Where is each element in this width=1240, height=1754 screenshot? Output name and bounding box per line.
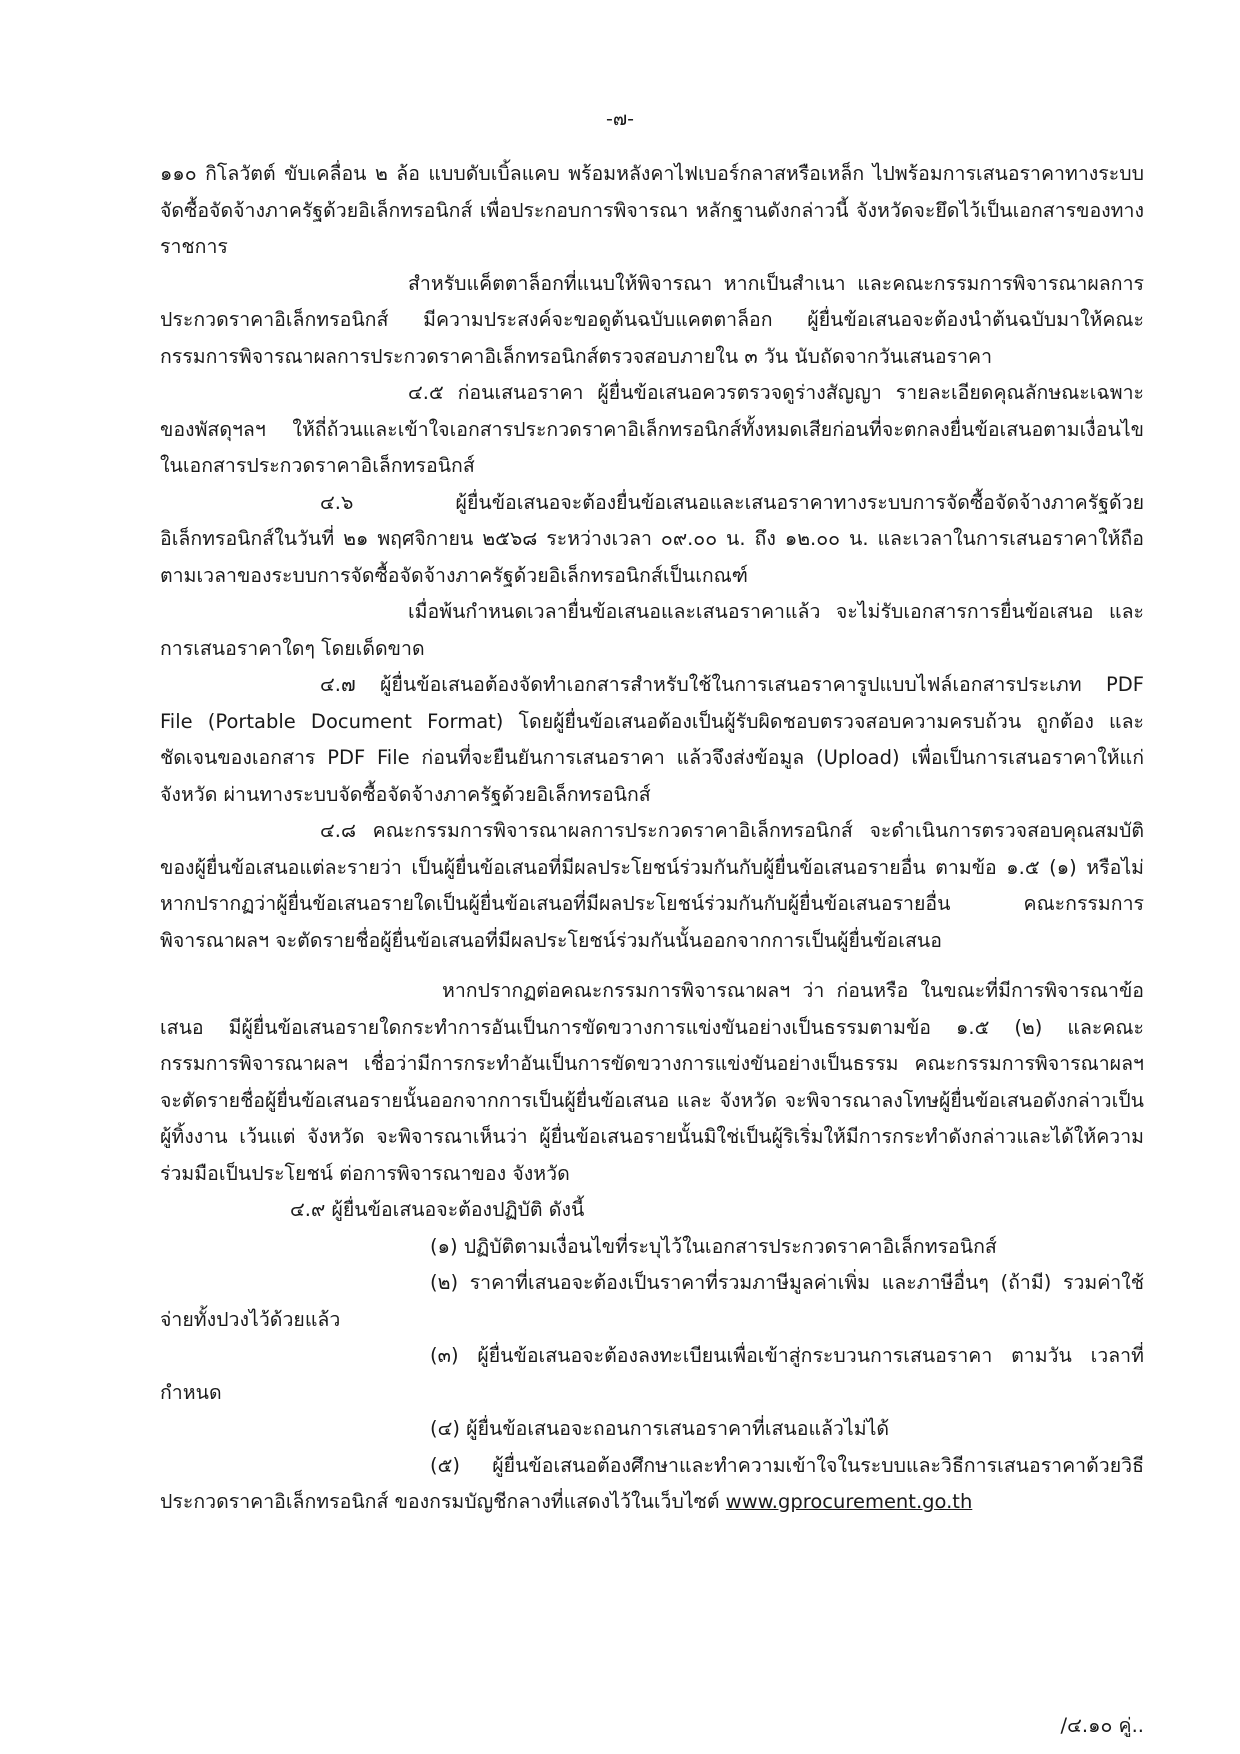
paragraph-4-6: ๔.๖ ผู้ยื่นข้อเสนอจะต้องยื่นข้อเสนอและเสนอราคาทางระบบการจัดซื้อจัดจ้างภาครัฐด้วยอิเล็กทรอนิกส์ในวันที่ ๒๑ พฤศจิกายน ๒๕๖๘ ระหว่างเวลา ๐๙.๐๐ น. ถึง ๑๒.๐๐ น. และเวลาในการเสนอราคาให้ถือตามเวลาของระบบการจัดซื้อจัดจ้างภาครัฐด้วยอิเล็กทรอนิกส์เป็นเกณฑ์ [160,490,1144,587]
paragraph-catalog: สำหรับแค็ตตาล็อกที่แนบให้พิจารณา หากเป็นสำเนา และคณะกรรมการพิจารณาผลการประกวดราคาอิเล็กทรอนิกส์ มีความประสงค์จะขอดูต้นฉบับแคตตาล็อก ผู้ยื่นข้อเสนอจะต้องนำต้นฉบับมาให้คณะกรรมการพิจารณาผลการประกวดราคาอิเล็กทรอนิกส์ตรวจสอบภายใน ๓ วัน นับถัดจากวันเสนอราคา [160,271,1144,368]
list-item-4: (๔) ผู้ยื่นข้อเสนอจะถอนการเสนอราคาที่เสนอแล้วไม่ได้ [430,1417,890,1440]
paragraph-vehicle-spec: ๑๑๐ กิโลวัตต์ ขับเคลื่อน ๒ ล้อ แบบดับเบิ้ลแคบ พร้อมหลังคาไฟเบอร์กลาสหรือเหล็ก ไปพร้อมการเสนอราคาทางระบบจัดซื้อจัดจ้างภาครัฐด้วยอิเล็กทรอนิกส์ เพื่อประกอบการพิจารณา หลักฐานดังกล่าวนี้ จังหวัดจะยึดไว้เป็นเอกสารของทางราชการ [160,162,1144,258]
paragraph-obstruction: หากปรากฏต่อคณะกรรมการพิจารณาผลฯ ว่า ก่อนหรือ ในขณะที่มีการพิจารณาข้อเสนอ มีผู้ยื่นข้อเสนอรายใดกระทำการอันเป็นการขัดขวางการแข่งขันอย่างเป็นธรรมตามข้อ ๑.๕ (๒) และคณะกรรมการพิจารณาผลฯ เชื่อว่ามีการกระทำอันเป็นการขัดขวางการแข่งขันอย่างเป็นธรรม คณะกรรมการพิจารณาผลฯ จะตัดรายชื่อผู้ยื่นข้อเสนอรายนั้นออกจากการเป็นผู้ยื่นข้อเสนอ และ จังหวัด จะพิจารณาลงโทษผู้ยื่นข้อเสนอดังกล่าวเป็นผู้ทิ้งงาน เว้นแต่ จังหวัด จะพิจารณาเห็นว่า ผู้ยื่นข้อเสนอรายนั้นมิใช่เป็นผู้ริเริ่มให้มีการกระทำดังกล่าวและได้ให้ความร่วมมือเป็นประโยชน์ ต่อการพิจารณาของ จังหวัด [160,979,1144,1185]
website-link[interactable]: www.gprocurement.go.th [725,1490,973,1513]
document-body [160,156,1144,1521]
list-item-5 [160,1448,1144,1521]
paragraph-deadline: เมื่อพ้นกำหนดเวลายื่นข้อเสนอและเสนอราคาแล้ว จะไม่รับเอกสารการยื่นข้อเสนอ และการเสนอราคาใดๆ โดยเด็ดขาด [160,600,1144,660]
paragraph-4-9: ๔.๙ ผู้ยื่นข้อเสนอจะต้องปฏิบัติ ดังนี้ [290,1198,585,1221]
paragraph-4-8: ๔.๘ คณะกรรมการพิจารณาผลการประกวดราคาอิเล็กทรอนิกส์ จะดำเนินการตรวจสอบคุณสมบัติของผู้ยื่นข้อเสนอแต่ละรายว่า เป็นผู้ยื่นข้อเสนอที่มีผลประโยชน์ร่วมกันกับผู้ยื่นข้อเสนอรายอื่น ตามข้อ ๑.๕ (๑) หรือไม่ หากปรากฏว่าผู้ยื่นข้อเสนอรายใดเป็นผู้ยื่นข้อเสนอที่มีผลประโยชน์ร่วมกันกับผู้ยื่นข้อเสนอรายอื่น คณะกรรมการพิจารณาผลฯ จะตัดรายชื่อผู้ยื่นข้อเสนอที่มีผลประโยชน์ร่วมกันนั้นออกจากการเป็นผู้ยื่นข้อเสนอ [160,819,1144,952]
list-item-5-text: (๕) ผู้ยื่นข้อเสนอต้องศึกษาและทำความเข้าใจในระบบและวิธีการเสนอราคาด้วยวิธีประกวดราคาอิเล็กทรอนิกส์ ของกรมบัญชีกลางที่แสดงไว้ในเว็บไซต์ [160,1453,1144,1513]
page-number: -๗- [606,108,634,130]
paragraph-4-7: ๔.๗ ผู้ยื่นข้อเสนอต้องจัดทำเอกสารสำหรับใช้ในการเสนอราคารูปแบบไฟล์เอกสารประเภท PDF File (Portable Document Format) โดยผู้ยื่นข้อเสนอต้องเป็นผู้รับผิดชอบตรวจสอบความครบถ้วน ถูกต้อง และชัดเจนของเอกสาร PDF File ก่อนที่จะยืนยันการเสนอราคา แล้วจึงส่งข้อมูล (Upload) เพื่อเป็นการเสนอราคาให้แก่ จังหวัด ผ่านทางระบบจัดซื้อจัดจ้างภาครัฐด้วยอิเล็กทรอนิกส์ [160,673,1144,806]
list-item-1: (๑) ปฏิบัติตามเงื่อนไขที่ระบุไว้ในเอกสารประกวดราคาอิเล็กทรอนิกส์ [430,1234,997,1258]
paragraph-4-5: ๔.๕ ก่อนเสนอราคา ผู้ยื่นข้อเสนอควรตรวจดูร่างสัญญา รายละเอียดคุณลักษณะเฉพาะของพัสดุฯลฯ ให้ถี่ถ้วนและเข้าใจเอกสารประกวดราคาอิเล็กทรอนิกส์ทั้งหมดเสียก่อนที่จะตกลงยื่นข้อเสนอตามเงื่อนไข ในเอกสารประกวดราคาอิเล็กทรอนิกส์ [160,381,1144,477]
list-item-2: (๒) ราคาที่เสนอจะต้องเป็นราคาที่รวมภาษีมูลค่าเพิ่ม และภาษีอื่นๆ (ถ้ามี) รวมค่าใช้จ่ายทั้งปวงไว้ด้วยแล้ว [160,1271,1144,1331]
list-item-3: (๓) ผู้ยื่นข้อเสนอจะต้องลงทะเบียนเพื่อเข้าสู่กระบวนการเสนอราคา ตามวัน เวลาที่กำหนด [160,1344,1144,1404]
continuation-marker: /๔.๑๐ คู่.. [1060,1714,1144,1737]
